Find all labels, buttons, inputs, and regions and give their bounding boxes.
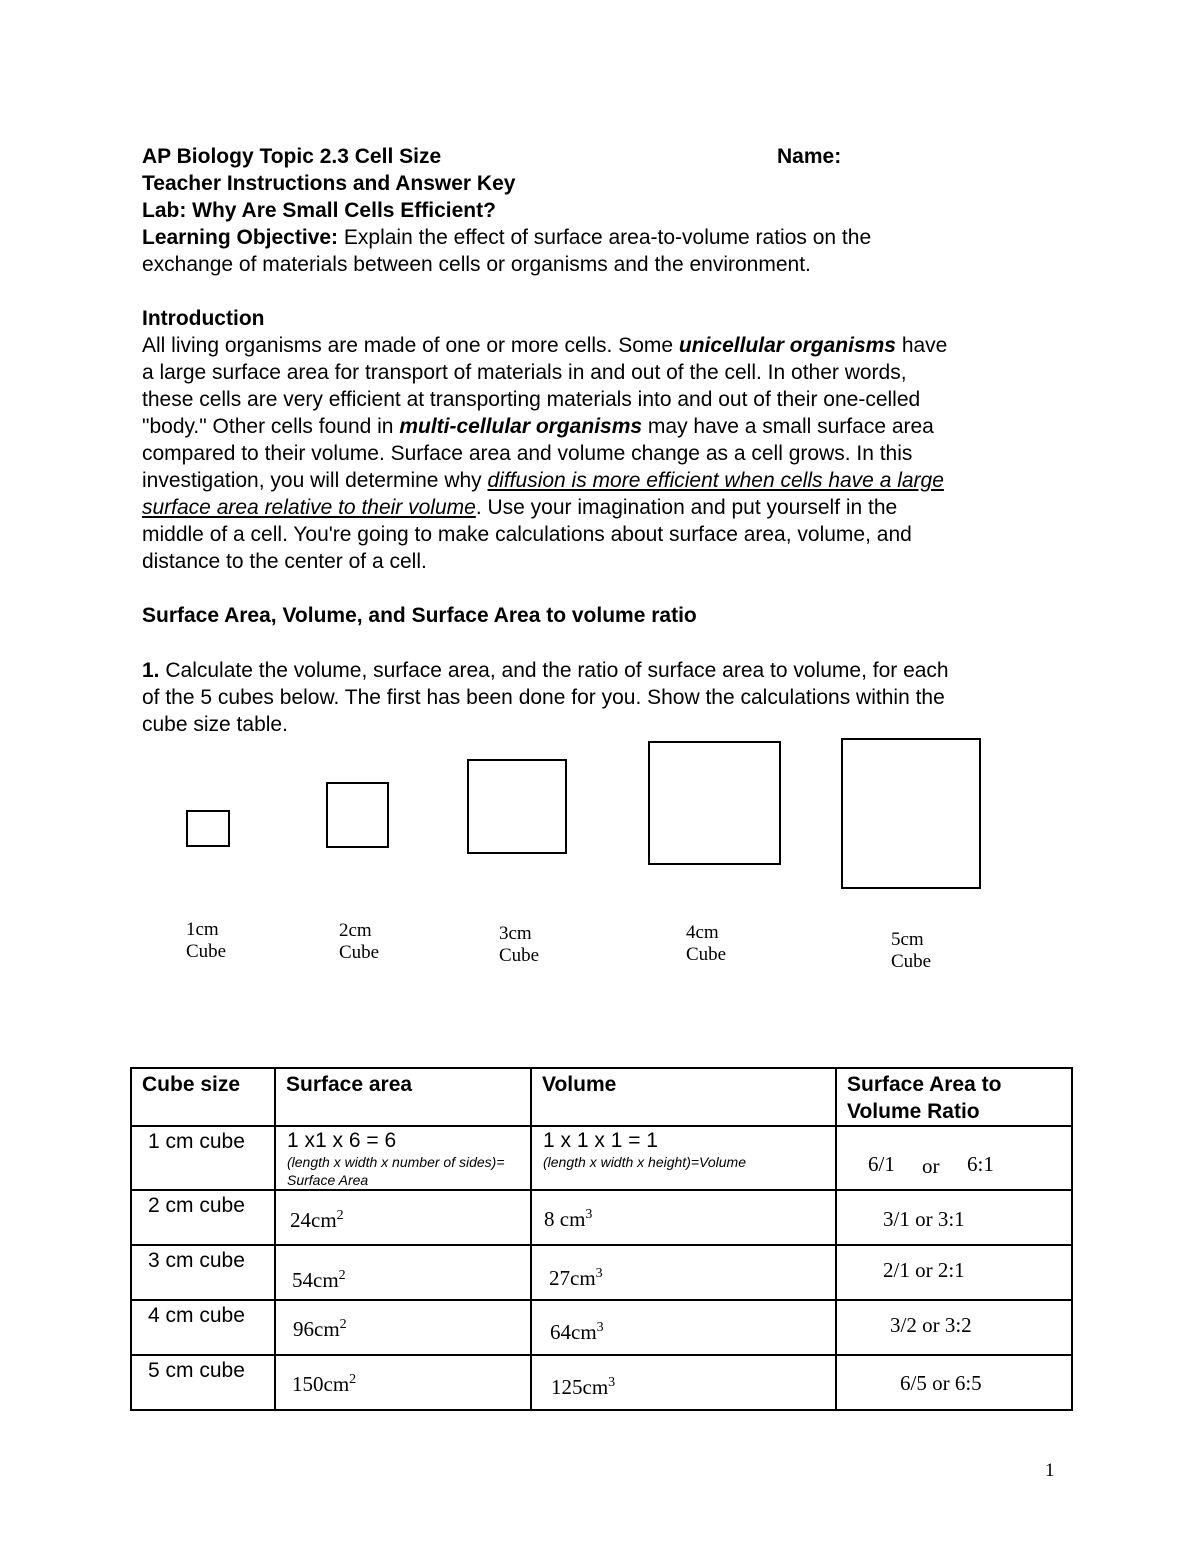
row-cube-size: 2 cm cube xyxy=(148,1194,245,1217)
section-heading: Surface Area, Volume, and Surface Area to volume ratio xyxy=(142,604,697,627)
cube-2cm-square xyxy=(326,782,389,848)
name-label: Name: xyxy=(777,145,842,168)
table-row xyxy=(131,1300,1072,1355)
cube-4cm-square xyxy=(648,741,781,865)
ratio-value: 6/5 or 6:5 xyxy=(900,1371,982,1395)
surface-area-value: $24cm^2$ xyxy=(290,1208,344,1232)
ratio-colon: 6:1 xyxy=(967,1152,994,1176)
intro-line-4: "body." Other cells found in multi-cellular organisms may have a small surface area xyxy=(142,415,934,438)
intro-line-1: All living organisms are made of one or more cells. Some unicellular organisms have xyxy=(142,334,948,357)
header-cube-size: Cube size xyxy=(142,1073,241,1096)
row-cube-size: 4 cm cube xyxy=(148,1304,245,1327)
ratio-fraction: 6/1 xyxy=(868,1152,895,1176)
volume-value: $125cm^3$ xyxy=(551,1375,616,1399)
ratio-value: 2/1 or 2:1 xyxy=(883,1258,965,1282)
cube-3cm-label: 3cm Cube xyxy=(499,923,540,966)
ratio-value: 3/2 or 3:2 xyxy=(890,1313,972,1337)
intro-line-6: investigation, you will determine why diffusion is more efficient when cells have a large xyxy=(142,469,944,492)
row-cube-size: 5 cm cube xyxy=(148,1359,245,1382)
worksheet-subtitle: Teacher Instructions and Answer Key xyxy=(142,172,516,195)
surface-area-note: (length x width x number of sides)= Surface Area xyxy=(287,1154,505,1188)
intro-line-3: these cells are very efficient at transporting materials into and out of their one-celled xyxy=(142,388,921,411)
intro-line-9: distance to the center of a cell. xyxy=(142,550,427,573)
objective-text: Explain the effect of surface area-to-volume ratios on the xyxy=(343,226,872,249)
volume-note: (length x width x height)=Volume xyxy=(543,1154,746,1170)
volume-calc: 1 x 1 x 1 = 1 xyxy=(543,1129,658,1152)
volume-value: 8 $cm^3$ xyxy=(544,1207,593,1231)
cube-1cm-label: 1cm Cube xyxy=(186,919,227,962)
cube-size-table xyxy=(130,1067,1073,1411)
question-1-line-1: 1. Calculate the volume, surface area, and the ratio of surface area to volume, for each xyxy=(142,659,949,682)
table-row xyxy=(131,1126,1072,1190)
learning-objective xyxy=(142,224,871,251)
cube-4cm-label: 4cm Cube xyxy=(686,922,727,965)
objective-text-2: exchange of materials between cells or organisms and the environment. xyxy=(142,253,811,276)
intro-line-5: compared to their volume. Surface area and volume change as a cell grows. In this xyxy=(142,442,913,465)
intro-line-7: surface area relative to their volume. Use your imagination and put yourself in the xyxy=(142,496,898,519)
surface-area-value: $150cm^2$ xyxy=(292,1372,357,1396)
header-ratio: Surface Area to Volume Ratio xyxy=(847,1073,1002,1123)
volume-value: $27cm^3$ xyxy=(549,1266,603,1290)
question-number: 1. xyxy=(142,659,160,682)
term-unicellular: unicellular organisms xyxy=(678,334,896,357)
table-header-row xyxy=(131,1068,1072,1126)
question-1-line-2: of the 5 cubes below. The first has been done for you. Show the calculations within the xyxy=(142,686,945,709)
ratio-value: 3/1 or 3:1 xyxy=(883,1207,965,1231)
intro-line-2: a large surface area for transport of materials in and out of the cell. In other words, xyxy=(142,361,907,384)
introduction-heading: Introduction xyxy=(142,307,265,330)
row-cube-size: 1 cm cube xyxy=(148,1130,245,1153)
table-row xyxy=(131,1190,1072,1245)
term-multicellular: multi-cellular organisms xyxy=(399,415,643,438)
cube-3cm-square xyxy=(467,759,567,854)
intro-line-8: middle of a cell. You're going to make calculations about surface area, volume, and xyxy=(142,523,912,546)
volume-value: $64cm^3$ xyxy=(550,1320,604,1344)
question-1-line-3: cube size table. xyxy=(142,713,288,736)
key-idea-underlined: diffusion is more efficient when cells have a large xyxy=(487,469,944,492)
cube-2cm-label: 2cm Cube xyxy=(339,920,380,963)
surface-area-value: $54cm^2$ xyxy=(292,1268,346,1292)
table-row xyxy=(131,1245,1072,1300)
header-surface-area: Surface area xyxy=(286,1073,413,1096)
header-volume: Volume xyxy=(542,1073,617,1096)
objective-label: Learning Objective: xyxy=(142,226,339,249)
page-number: 1 xyxy=(1045,1460,1055,1481)
surface-area-value: $96cm^2$ xyxy=(293,1317,347,1341)
cube-5cm-label: 5cm Cube xyxy=(891,929,932,972)
worksheet-title: AP Biology Topic 2.3 Cell Size xyxy=(142,145,442,168)
surface-area-calc: 1 x1 x 6 = 6 xyxy=(287,1129,397,1152)
lab-title: Lab: Why Are Small Cells Efficient? xyxy=(142,199,496,222)
ratio-or: or xyxy=(922,1154,940,1178)
key-idea-underlined-2: surface area relative to their volume xyxy=(142,496,476,519)
cube-5cm-square xyxy=(841,738,981,889)
table-row xyxy=(131,1355,1072,1410)
cube-1cm-square xyxy=(186,810,230,847)
row-cube-size: 3 cm cube xyxy=(148,1249,245,1272)
